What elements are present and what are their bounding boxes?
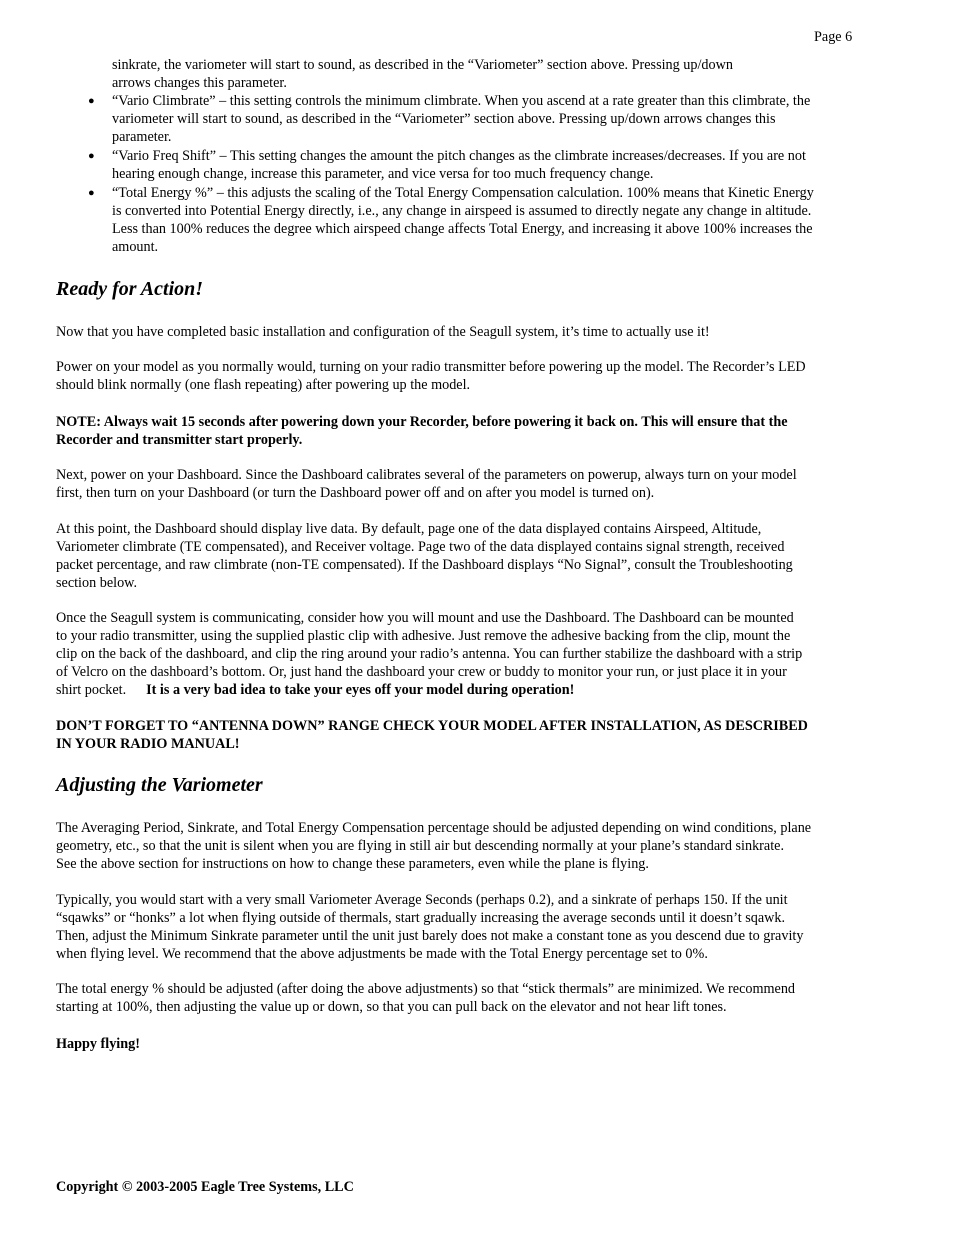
text-line: sinkrate, the variometer will start to sound, as described in the “Variometer” section above. Pressing up/down bbox=[112, 57, 733, 73]
text-line: first, then turn on your Dashboard (or turn the Dashboard power off and on after you model is turned on). bbox=[56, 485, 655, 501]
text-line: At this point, the Dashboard should display live data. By default, page one of the data displayed contains Airspeed, Altitude, bbox=[56, 521, 762, 537]
text-line: Less than 100% reduces the degree which airspeed change affects Total Energy, and increasing it above 100% increases the bbox=[112, 221, 813, 237]
text-line: See the above section for instructions on how to change these parameters, even while the plane is flying. bbox=[56, 856, 649, 872]
heading-ready-for-action: Ready for Action! bbox=[56, 278, 204, 300]
page-number: Page 6 bbox=[814, 29, 853, 45]
text-line: Now that you have completed basic installation and configuration of the Seagull system, it’s time to actually use it! bbox=[56, 324, 710, 340]
text-line: “Total Energy %” – this adjusts the scaling of the Total Energy Compensation calculation. 100% means that Kinetic Energy bbox=[112, 185, 814, 201]
paragraph bbox=[56, 323, 906, 341]
text-line: starting at 100%, then adjusting the value up or down, so that you can pull back on the elevator and not hear lift tones. bbox=[56, 999, 727, 1015]
text-line: Recorder and transmitter start properly. bbox=[56, 432, 303, 448]
heading-adjusting-variometer: Adjusting the Variometer bbox=[56, 774, 263, 796]
note-paragraph bbox=[56, 413, 906, 449]
paragraph bbox=[56, 819, 906, 873]
paragraph-last-line: shirt pocket. It is a very bad idea to take your eyes off your model during operation! bbox=[56, 682, 575, 698]
bullet-icon: ● bbox=[88, 150, 95, 162]
text-line: packet percentage, and raw climbrate (non-TE compensated). If the Dashboard displays “No Signal”, consult the Troubleshooting bbox=[56, 557, 793, 573]
paragraph bbox=[56, 609, 906, 681]
warning-text: It is a very bad idea to take your eyes off your model during operation! bbox=[146, 682, 575, 698]
text-line: Typically, you would start with a very small Variometer Average Seconds (perhaps 0.2), and a sinkrate of perhaps 150. If the unit bbox=[56, 892, 788, 908]
text-line: to your radio transmitter, using the supplied plastic clip with adhesive. Just remove the adhesive backing from the clip, mount the bbox=[56, 628, 791, 644]
text-line: DON’T FORGET TO “ANTENNA DOWN” RANGE CHECK YOUR MODEL AFTER INSTALLATION, AS DESCRIBED bbox=[56, 718, 808, 734]
text-line: “Vario Climbrate” – this setting controls the minimum climbrate. When you ascend at a rate greater than this climbrate, the bbox=[112, 93, 811, 109]
text-line: when flying level. We recommend that the above adjustments be made with the Total Energy percentage set to 0%. bbox=[56, 946, 708, 962]
text-line: The Averaging Period, Sinkrate, and Total Energy Compensation percentage should be adjusted depending on wind conditions, plane bbox=[56, 820, 812, 836]
bullet-icon: ● bbox=[88, 95, 95, 107]
paragraph bbox=[56, 891, 906, 963]
text-line: amount. bbox=[112, 239, 159, 255]
paragraph bbox=[56, 358, 906, 394]
text-line: section below. bbox=[56, 575, 138, 591]
text-line: “Vario Freq Shift” – This setting changes the amount the pitch changes as the climbrate increases/decreases. If you are not bbox=[112, 148, 806, 164]
text-line: IN YOUR RADIO MANUAL! bbox=[56, 736, 240, 752]
closing-text bbox=[56, 1035, 906, 1053]
bullet-icon: ● bbox=[88, 187, 95, 199]
text-line: arrows changes this parameter. bbox=[112, 75, 287, 91]
text-line: parameter. bbox=[112, 129, 172, 145]
text-line: of Velcro on the dashboard’s bottom. Or, just hand the dashboard your crew or buddy to monitor your run, or just place it in your bbox=[56, 664, 787, 680]
paragraph bbox=[56, 520, 906, 592]
text-line: The total energy % should be adjusted (after doing the above adjustments) so that “stick thermals” are minimized. We recommend bbox=[56, 981, 796, 997]
paragraph bbox=[56, 980, 906, 1016]
text-line: Next, power on your Dashboard. Since the Dashboard calibrates several of the parameters on powerup, always turn on your model bbox=[56, 467, 797, 483]
antenna-warning bbox=[56, 717, 906, 753]
text-line: “sqawks” or “honks” a lot when flying outside of thermals, start gradually increasing the average seconds until it doesn’t sqawk. bbox=[56, 910, 786, 926]
intro-paragraph bbox=[112, 56, 954, 92]
text-line: is converted into Potential Energy directly, i.e., any change in airspeed is assumed to directly negate any change in altitude. bbox=[112, 203, 812, 219]
text-line: clip on the back of the dashboard, and clip the ring around your radio’s antenna. You can further stabilize the dashboard with a strip bbox=[56, 646, 803, 662]
text-line: hearing enough change, increase this parameter, and vice versa for too much frequency change. bbox=[112, 166, 654, 182]
text-line: Power on your model as you normally would, turning on your radio transmitter before powering up the model. The Recorder’s LED bbox=[56, 359, 806, 375]
text-line: variometer will start to sound, as described in the “Variometer” section above. Pressing up/down arrows changes this bbox=[112, 111, 776, 127]
text-line: Once the Seagull system is communicating, consider how you will mount and use the Dashboard. The Dashboard can be mounted bbox=[56, 610, 794, 626]
text-line: Variometer climbrate (TE compensated), and Receiver voltage. Page two of the data displayed contains signal strength, received bbox=[56, 539, 785, 555]
text-line: NOTE: Always wait 15 seconds after powering down your Recorder, before powering it back on. This will ensure that the bbox=[56, 414, 788, 430]
text-line: should blink normally (one flash repeating) after powering up the model. bbox=[56, 377, 471, 393]
paragraph bbox=[56, 466, 906, 502]
copyright-footer: Copyright © 2003-2005 Eagle Tree Systems, LLC bbox=[56, 1179, 354, 1195]
text-line: Then, adjust the Minimum Sinkrate parameter until the unit just barely does not make a constant tone as you descend due to gravity bbox=[56, 928, 804, 944]
text-line: Happy flying! bbox=[56, 1036, 140, 1052]
text-line: geometry, etc., so that the unit is silent when you are flying in still air but descending normally at your plane’s standard sinkrate. bbox=[56, 838, 784, 854]
